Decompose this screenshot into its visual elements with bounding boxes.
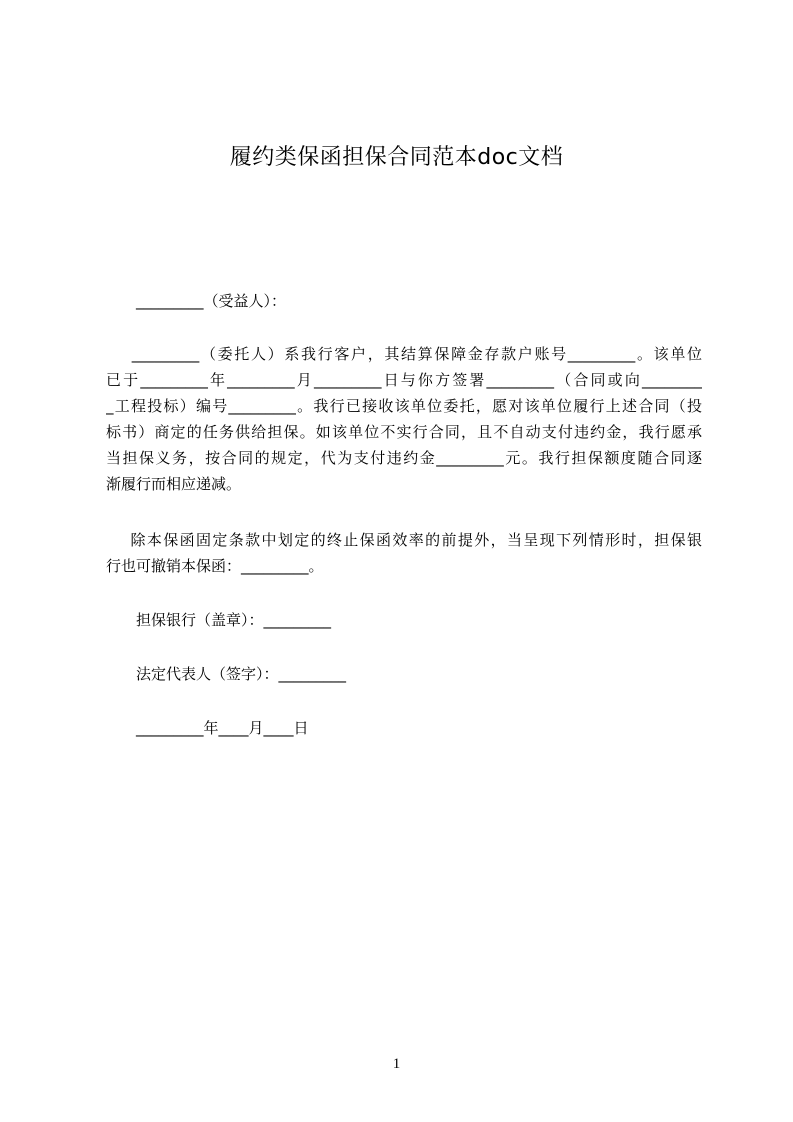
bank-seal-line: 担保银行（盖章）：_________ <box>136 611 332 629</box>
date-line: _________年____月____日 <box>136 719 309 737</box>
salutation-line: _________（受益人）： <box>136 292 287 310</box>
paragraph-line: 当担保义务，按合同的规定，代为支付违约金_________元。我行担保额度随合同逐 <box>106 449 702 467</box>
legal-representative-line: 法定代表人（签字）：_________ <box>136 665 347 683</box>
paragraph-line: 行也可撤销本保函：_________。 <box>106 557 324 575</box>
paragraph-commitment <box>106 341 702 497</box>
paragraph-revocation <box>106 527 702 579</box>
paragraph-line: _________（委托人）系我行客户，其结算保障金存款户账号_________。该单位 <box>106 345 702 363</box>
paragraph-line: _工程投标）编号_________。我行已接收该单位委托，愿对该单位履行上述合同（投 <box>106 397 702 415</box>
paragraph-line: 除本保函固定条款中划定的终止保函效率的前提外，当呈现下列情形时，担保银 <box>106 531 702 549</box>
paragraph-line: 标书）商定的任务供给担保。如该单位不实行合同，且不自动支付违约金，我行愿承 <box>106 423 702 441</box>
document-title: 履约类保函担保合同范本doc文档 <box>229 145 564 170</box>
page-number: 1 <box>392 1056 401 1072</box>
paragraph-line: 已于_________年_________月_________日与你方签署_________（合同或向________ <box>106 371 702 389</box>
paragraph-line: 渐履行而相应递减。 <box>106 475 242 493</box>
